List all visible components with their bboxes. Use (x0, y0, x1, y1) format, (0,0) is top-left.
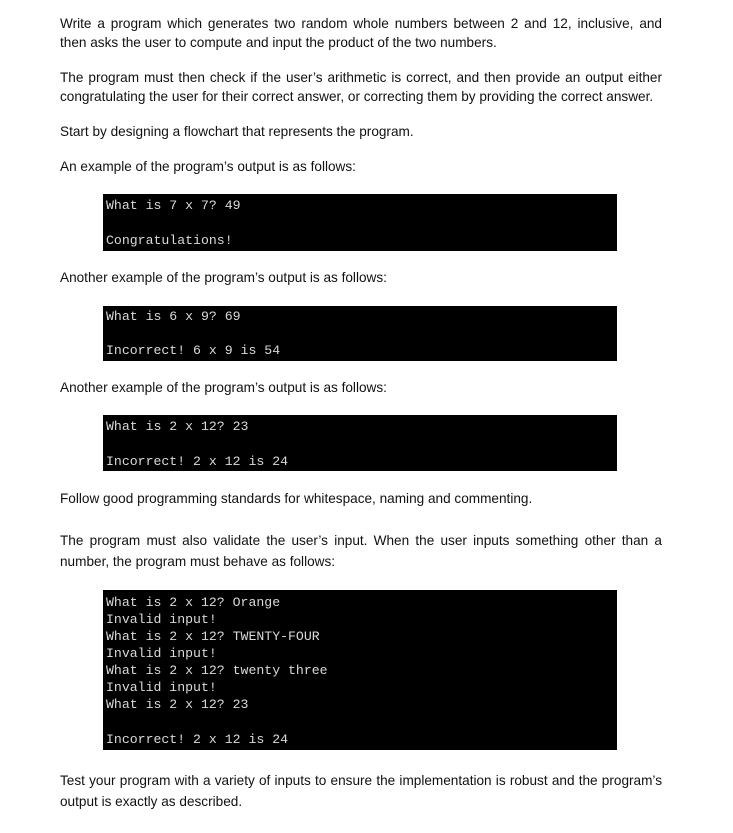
testing-paragraph: Test your program with a variety of inputs to ensure the implementation is robust and the program’s output is exactly as described. (60, 773, 662, 809)
console-line: What is 2 x 12? 23 (106, 419, 249, 434)
check-paragraph: The program must then check if the user’s arithmetic is correct, and then provide an output either congratulating the user for their correct answer, or correcting them by providing the correct answer. (60, 70, 662, 104)
validation-paragraph: The program must also validate the user’s input. When the user inputs something other than a number, the program must behave as follows: (60, 533, 662, 569)
intro-paragraph: Write a program which generates two random whole numbers between 2 and 12, inclusive, and then asks the user to compute and input the product of the two numbers. (60, 16, 662, 50)
console-line: Invalid input! (106, 646, 217, 661)
console-line: Invalid input! (106, 680, 217, 695)
console-example-1 (103, 194, 617, 251)
example-intro-3: Another example of the program’s output is as follows: (60, 380, 387, 395)
console-line: Incorrect! 6 x 9 is 54 (106, 343, 281, 358)
console-line: Invalid input! (106, 612, 217, 627)
flowchart-paragraph: Start by designing a flowchart that represents the program. (60, 124, 414, 139)
console-line: Congratulations! (106, 233, 233, 248)
console-line: Incorrect! 2 x 12 is 24 (106, 454, 289, 469)
console-line: What is 2 x 12? TWENTY-FOUR (106, 629, 320, 644)
console-line: What is 6 x 9? 69 (106, 309, 241, 324)
example-intro-2: Another example of the program’s output is as follows: (60, 270, 387, 285)
example-intro-1: An example of the program’s output is as follows: (60, 159, 356, 174)
console-line: What is 7 x 7? 49 (106, 198, 241, 213)
console-line: What is 2 x 12? Orange (106, 595, 281, 610)
standards-paragraph: Follow good programming standards for whitespace, naming and commenting. (60, 491, 533, 506)
console-line: What is 2 x 12? twenty three (106, 663, 328, 678)
console-line: What is 2 x 12? 23 (106, 697, 249, 712)
console-example-3 (103, 415, 617, 471)
console-example-4 (103, 590, 617, 750)
console-example-2 (103, 306, 617, 361)
console-blank-line (106, 713, 617, 731)
console-line: Incorrect! 2 x 12 is 24 (106, 732, 289, 747)
